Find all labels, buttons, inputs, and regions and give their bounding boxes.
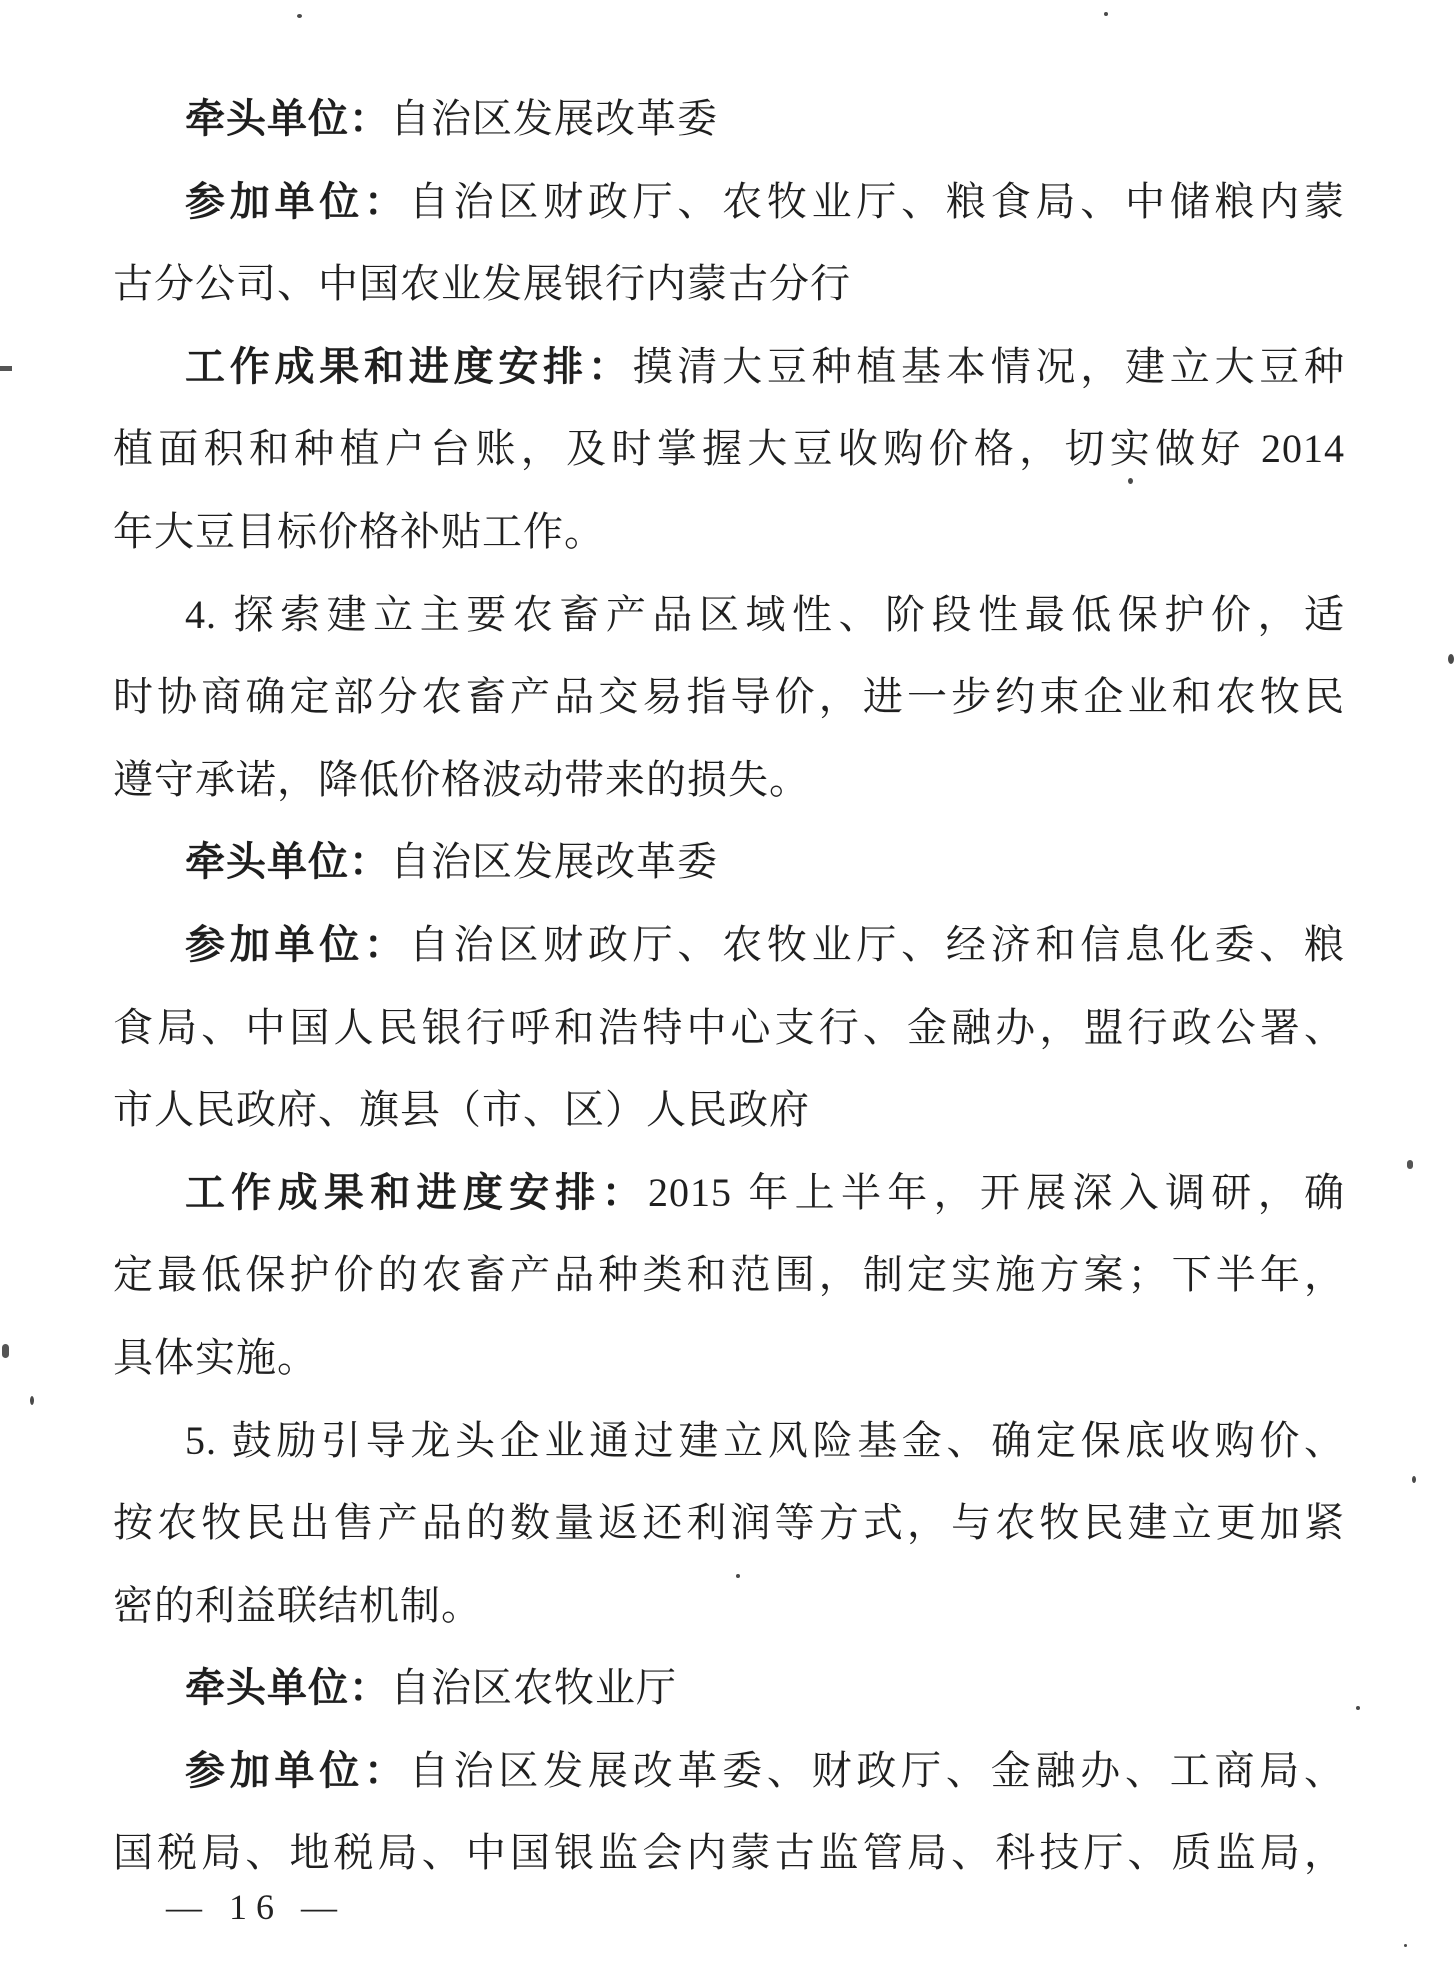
text-segment: 自治区发展改革委、财政厅、金融办、工商局、	[408, 1747, 1346, 1793]
text-line	[113, 739, 1345, 822]
text-line	[113, 1565, 1345, 1648]
text-segment: 市人民政府、旗县（市、区）人民政府	[113, 1087, 810, 1133]
text-segment: 食局、中国人民银行呼和浩特中心支行、金融办，盟行政公署、	[113, 1004, 1345, 1050]
text-line	[113, 904, 1345, 987]
text-line	[113, 821, 1345, 904]
bold-label-segment: 工作成果和进度安排：	[185, 343, 633, 389]
text-segment: 年大豆目标价格补贴工作。	[113, 508, 605, 554]
text-segment: 2015 年上半年，开展深入调研，确	[648, 1169, 1346, 1215]
text-segment: 具体实施。	[113, 1334, 318, 1380]
text-segment: 植面积和种植户台账，及时掌握大豆收购价格，切实做好 2014	[113, 426, 1345, 472]
scan-speckle	[1448, 654, 1454, 664]
text-segment: 古分公司、中国农业发展银行内蒙古分行	[113, 261, 851, 307]
text-segment: 自治区发展改革委	[390, 96, 718, 141]
scan-speckle	[1404, 1944, 1407, 1947]
text-segment: 国税局、地税局、中国银监会内蒙古监管局、科技厅、质监局，	[113, 1830, 1345, 1876]
text-line	[113, 491, 1345, 574]
bold-label-segment: 参加单位：	[185, 1747, 409, 1793]
text-line	[113, 987, 1345, 1070]
text-line	[113, 1482, 1345, 1565]
text-line	[113, 326, 1345, 409]
text-segment: 自治区财政厅、农牧业厅、经济和信息化委、粮	[408, 921, 1346, 967]
text-segment: 遵守承诺，降低价格波动带来的损失。	[113, 756, 810, 802]
bold-label-segment: 参加单位：	[185, 178, 409, 224]
text-segment: 自治区农牧业厅	[390, 1665, 677, 1711]
text-line	[113, 1152, 1345, 1235]
scan-speckle	[1356, 1706, 1360, 1710]
text-segment: 4. 探索建立主要农畜产品区域性、阶段性最低保护价，适	[185, 591, 1345, 637]
scan-speckle	[1412, 1476, 1416, 1483]
text-segment: 自治区财政厅、农牧业厅、粮食局、中储粮内蒙	[408, 178, 1346, 224]
scan-smudge	[2, 1344, 9, 1358]
text-segment: 5. 鼓励引导龙头企业通过建立风险基金、确定保底收购价、	[185, 1417, 1345, 1463]
text-segment: 摸清大豆种植基本情况，建立大豆种	[632, 343, 1346, 389]
text-line	[113, 574, 1345, 657]
text-segment: 自治区发展改革委	[390, 839, 718, 885]
text-line	[113, 1647, 1345, 1730]
text-segment: 密的利益联结机制。	[113, 1582, 482, 1628]
text-line	[113, 1812, 1345, 1895]
text-line	[113, 408, 1345, 491]
bold-label-segment: 工作成果和进度安排：	[185, 1169, 649, 1215]
scan-smudge	[0, 366, 12, 371]
text-line	[113, 1069, 1345, 1152]
scan-speckle	[1104, 12, 1108, 16]
text-segment: 按农牧民出售产品的数量返还利润等方式，与农牧民建立更加紧	[113, 1500, 1345, 1546]
page-number: — 16 —	[166, 1887, 346, 1927]
bold-label-segment: 牵头单位：	[185, 1665, 390, 1711]
scan-speckle	[30, 1396, 34, 1405]
scan-speckle	[736, 1574, 740, 1578]
text-line	[113, 656, 1345, 739]
scan-smudge	[1407, 1160, 1413, 1169]
text-line	[113, 161, 1345, 244]
scan-speckle	[1128, 478, 1133, 484]
text-segment: 定最低保护价的农畜产品种类和范围，制定实施方案；下半年，	[113, 1252, 1345, 1298]
text-line	[113, 78, 1345, 161]
text-line	[113, 243, 1345, 326]
bold-label-segment: 牵头单位：	[185, 839, 390, 885]
document-body	[113, 78, 1345, 1895]
text-line	[113, 1400, 1345, 1483]
scan-speckle	[297, 14, 302, 18]
text-segment: 时协商确定部分农畜产品交易指导价，进一步约束企业和农牧民	[113, 674, 1345, 720]
text-line	[113, 1317, 1345, 1400]
bold-label-segment: 参加单位：	[185, 921, 409, 967]
text-line	[113, 1234, 1345, 1317]
bold-label-segment: 牵头单位：	[185, 96, 390, 141]
text-line	[113, 1730, 1345, 1813]
